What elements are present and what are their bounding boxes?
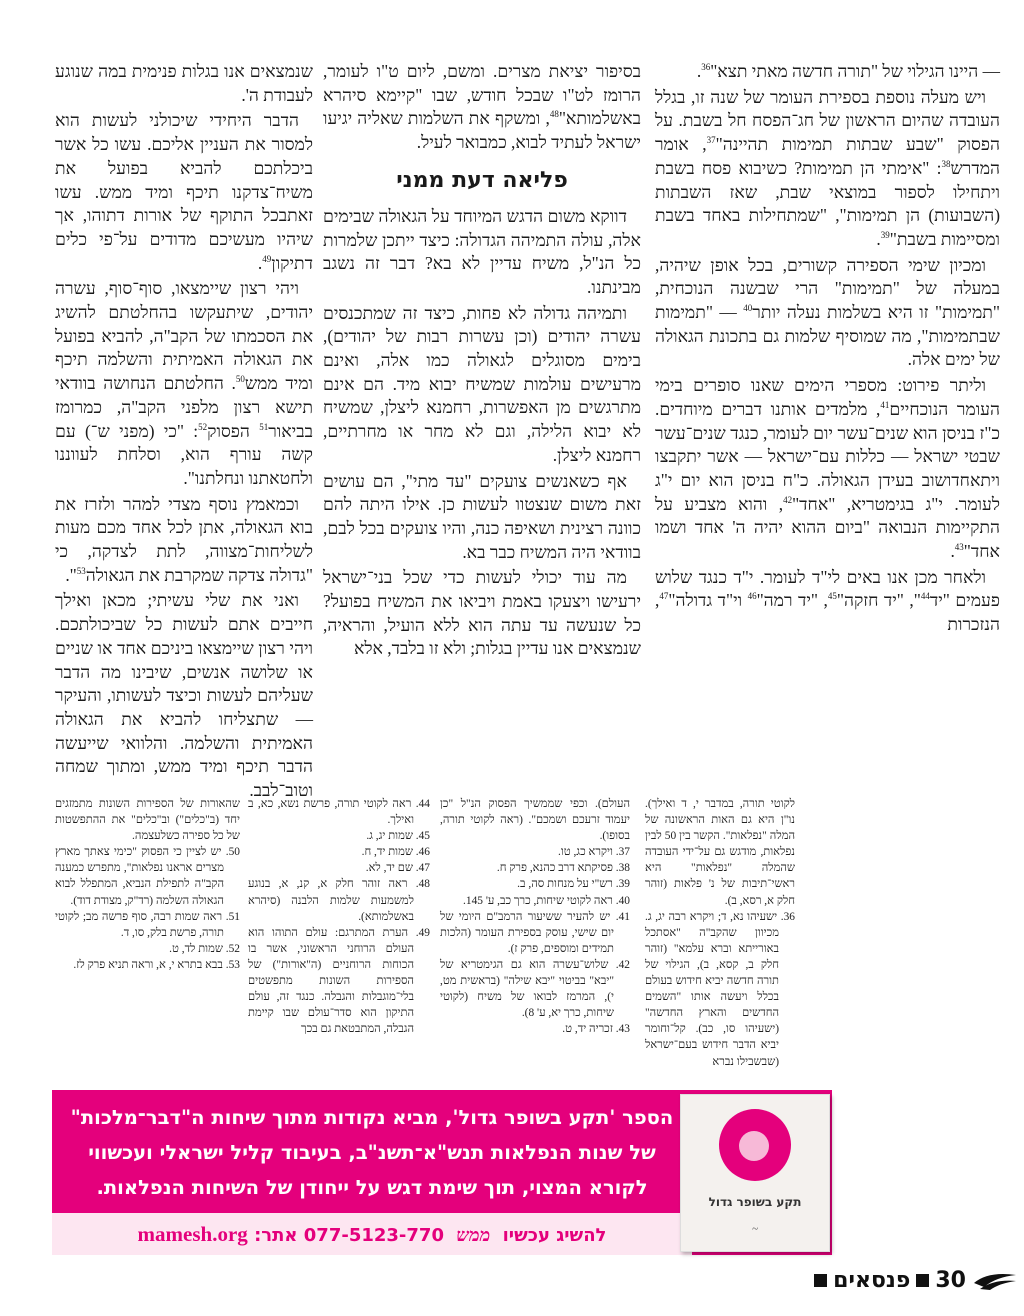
footnote-ref[interactable]: 53 — [76, 565, 86, 576]
book-cover-image — [680, 1094, 830, 1252]
paragraph: בסיפור יציאת מצרים. ומשם, ליום ט"ו לעומר, הרומז לט"ו שבכל חודש, שבו "קיימא סיהרא באשלמותא"$^{48}$, ומשקף את השלמות שאליה יגיעו ישראל לעתיד לבוא, כמבואר לעיל. — [323, 61, 641, 153]
footnote: 44. ראה לקוטי תורה, פרשת נשא, כא, ב ואילך. — [248, 798, 430, 827]
footnote-ref[interactable]: 41 — [880, 399, 890, 410]
footnote-ref[interactable]: 51 — [259, 421, 269, 432]
footnote: 40. ראה לקוטי שיחות, כרך כב, ע' 145. — [463, 894, 630, 907]
footnote-ref[interactable]: 45 — [827, 591, 837, 602]
footnote-ref[interactable]: 50 — [235, 374, 245, 385]
cta-text: להשיג עכשיו — [502, 1225, 607, 1246]
footnote-ref[interactable]: 47 — [659, 591, 669, 602]
paragraph: וכמאמץ נוסף מצדי למהר ולזרז את בוא הגאולה, אתן לכל אחד מכם מעות לשליחות־מצווה, לתת לצדקה, כי "גדולה צדקה שמקרבת את הגאולה$^{53}$". — [55, 493, 313, 585]
banner-contact — [52, 1213, 692, 1255]
footnote-ref[interactable]: 37 — [706, 135, 716, 146]
article-column-right — [655, 60, 1000, 639]
footnote-ref[interactable]: 44 — [920, 591, 930, 602]
paragraph: ויהי רצון שיימצאו, סוף־סוף, עשרה יהודים, שיתעקשו בהחלטתם להשיג את הסכמתו של הקב"ה, להביא בפועל את הגאולה האמיתית והשלמה תיכף ומיד ממש$^{50}$. החלטתם הנחושה בוודאי תישא רצון מלפני הקב"ה, כמרומז בביאור$^{51}$ הפסוק$^{52}$: "כי (מפני ש־) עם קשה עורף הוא, וסלחת לעווננו ולחטאתנו ונחלתנו". — [55, 278, 313, 488]
footnote: 47. שם יד, לא. — [365, 862, 430, 875]
footnotes-column — [248, 796, 430, 1037]
footnote-ref[interactable]: 42 — [783, 494, 793, 505]
book-cover-art — [719, 1109, 791, 1181]
paragraph: ואני את שלי עשיתי; מכאן ואילך חייבים אתם לעשות כל שביכולתכם. ויהי רצון שיימצאו ביניכם אחד או שניים או שלושה אנשים, שיבינו מה הדבר שעליהם לעשות וכיצד לעשותו, והעיקר — שתצליחו להביא את הגאולה האמיתית והשלמה. והלוואי שייעשה הדבר תיכף ומיד ממש, ומתוך שמחה וטוב־לבב. — [55, 590, 313, 801]
paragraph: ויש מעלה נוספת בספירת העומר של שנה זו, בגלל העובדה שהיום הראשון של חג־הפסח חל בשבת. על הפסוק "שבע שבתות תמימות תהיינה"$^{37}$, אומר המדרש$^{38}$: "אימתי הן תמימות? כשיבוא פסח בשבת ויתחילו לספור במוצאי שבת, שאז השבתות (השבועות) הן תמימות", "שמתחילות באחד בשבת ומסיימות בשבת"$^{39}$. — [655, 86, 1000, 249]
paragraph: מה עוד יכולי לעשות כדי שכל בני־ישראל ירעישו ויצעקו באמת ויביאו את המשיח בפועל? כל שנעשה עד עתה הוא ללא הועיל, והראיה, שנמצאים אנו עדיין בגלות; ולא זו בלבד, אלא — [323, 567, 641, 659]
banner-line: לקורא המצוי, תוך שימת דגש על ייחודן של השיחות הנפלאות. — [96, 1176, 648, 1199]
square-bullet-icon — [916, 1274, 929, 1287]
paragraph: וליתר פירוט: מספרי הימים שאנו סופרים בימי העומר הנוכחיים$^{41}$, מלמדים אותנו דברים מיוחדים. כ"ז בניסן הוא שנים־עשר יום לעומר, כנגד שנים־עשר שבטי ישראל — כללות עם־ישראל — אשר יתקבצו ויתאחדושוב בעידן הגאולה. כ"ח בניסן הוא יום י"ג לעומר. י"ג בגימטריא, "אחד"$^{42}$, והוא מצביע על התקיימות הנבואה "ביום ההוא יהיה ה' אחד ושמו אחד"$^{43}$. — [655, 375, 1000, 562]
book-title: תקע בשופר גדול — [708, 1195, 802, 1209]
footnote-ref[interactable]: 48 — [549, 109, 559, 120]
magazine-logo-icon — [972, 1269, 1018, 1291]
publisher-mark: ~ — [752, 1223, 758, 1235]
footnote: 46. שמות יד, ח. — [361, 846, 430, 859]
footnote: 52. שמות לד, ט. — [169, 942, 240, 955]
footnote: 41. יש להעיר ששיעור הרמב"ם היומי של יום שישי, עוסק בספירת העומר (הלכות תמידים ומוספים, פרק ז). — [440, 910, 630, 955]
footnote: שהאורות של הספירות השונות מתמזגים יחד (ב"כלים") וב"כלים" את ההתפשטות של כל ספירה כשלעצמה. — [55, 798, 240, 843]
footnote: 53. בבא בתרא י, א, וראה תניא פרק לז. — [73, 958, 240, 971]
square-bullet-icon — [814, 1274, 827, 1287]
footnote-ref[interactable]: 36 — [701, 62, 711, 72]
footnote: 39. רש"י על מנחות סה, ב. — [517, 878, 630, 891]
footnote: 48. ראה זוהר חלק א, קנ, א, בנוגע למשמעות שלמות הלבנה (סיהרא באשלמותא). — [248, 878, 430, 923]
paragraph: שנמצאים אנו בגלות פנימית במה שנוגע לעבודת ה'. — [55, 61, 313, 105]
section-heading: פליאה דעת ממני — [396, 167, 568, 193]
footnote-ref[interactable]: 40 — [743, 303, 753, 314]
footnote-ref[interactable]: 39 — [880, 229, 890, 240]
section-name: פנסאים — [833, 1267, 911, 1293]
site-label: אתר: — [254, 1225, 298, 1246]
footnote: לקוטי תורה, במדבר י, ד ואילך). נו"ן היא גם האות הראשונה של המלה "נפלאות". הקשר בין 50 לבין נפלאות, מודגש גם על־ידי העובדה שהמלה "נפלאות" היא ראשי־תיבות של נ' פלאות (זוהר חלק א, רסא, ב). — [645, 798, 795, 907]
paragraph: ותמיהה גדולה לא פחות, כיצד זה שמתכנסים עשרה יהודים (וכן עשרות רבות של יהודים), בימים מסוגלים לגאולה כמו אלה, ואינם מרעישים עולמות שמשיח יבוא מיד. הם אינם מתרגשים מן האפשרות, רחמנא ליצלן, שמשיח לא יבוא הלילה, וגם לא מחר או מחרתיים, רחמנא ליצלן. — [323, 302, 641, 465]
footnote: 49. הערת המתרגם: עולם התוהו הוא העולם הרוחני הראשוני, אשר בו הכוחות הרוחניים (ה"אורות") של הספירות השונות מתפשטים בלי־מוגבלות והגבלה. כנגד זה, עולם התיקון הוא סדר־עולם שבו קיימת הגבלה, המתבטאת גם בכך — [248, 926, 430, 1036]
footnote-ref[interactable]: 49 — [262, 253, 272, 264]
footnote: 36. ישעיהו נא, ד; ויקרא רבה יג, ג. מכיוון שהקב"ה "אסתכל באורייתא וברא עלמא" (זוהר חלק ב, קסא, ב), הגילוי של תורה חדשה יביא חידוש בעולם בכלל ויעשה אותו "השמים החדשים והארץ החדשה" (ישעיהו סו, כב). קל־וחומר יביא הדבר חידוש בעם־ישראל (שבשבילו נברא — [645, 910, 795, 1068]
phone-number[interactable]: 077-5123-770 — [303, 1225, 444, 1246]
footnote: 51. ראה שמות רבה, סוף פרשה מב; לקוטי תורה, פרשת בלק, סו, ד. — [55, 910, 240, 939]
article-column-left — [55, 60, 313, 805]
mamesh-logo: ממש — [456, 1225, 491, 1246]
footnote-ref[interactable]: 38 — [941, 158, 951, 169]
footnote: 45. שמות יג, ג. — [366, 830, 430, 843]
footnotes-column — [645, 796, 795, 1070]
banner-text — [52, 1100, 692, 1205]
website-link[interactable]: mamesh.org — [137, 1222, 248, 1246]
book-ad-banner[interactable] — [52, 1090, 832, 1255]
banner-line: של שנות הנפלאות תנש"א־תשנ"ב, בעיבוד קליל ישראלי ועכשווי — [88, 1141, 656, 1164]
paragraph: הדבר היחידי שיכולני לעשות הוא למסור את העניין אליכם. עשו כל אשר ביכלתכם להביא בפועל את משיח־צדקנו תיכף ומיד ממש. עשו זאתבכל התוקף של אורות דתוהו, אך שיהיו מעשיכם מדודים על־פי כלים דתיקון$^{49}$. — [55, 110, 313, 273]
paragraph: ולאחר מכן אנו באים לי"ד לעומר. י"ד כנגד שלוש פעמים "יד$^{44}$", "יד חזקה"$^{45}$, "יד רמה"$^{46}$ וי"ד גדולה"$^{47}$, הנזכרות — [655, 566, 1000, 635]
paragraph: אף כשאנשים צועקים "עד מתי", הם עושים זאת משום שנצטוו לעשות כן. אילו היתה להם כוונה רצינית ושאיפה כנה, והיו צועקים בכל לבם, בוודאי היה המשיח כבר בא. — [323, 470, 641, 562]
footnote: העולם). וכפי שממשיך הפסוק הנ"ל "כן יעמוד זרעכם ושמכם". (ראה לקוטי תורה, בסופו). — [440, 798, 630, 843]
footnote: 50. יש לציין כי הפסוק "כימי צאתך מארץ מצרים אראנו נפלאות", מתפרש כמענה הקב"ה לתפילת הנביא, המתפלל לבוא הגאולה השלמה (רד"ק, מצודת דוד). — [55, 846, 240, 907]
footnote-ref[interactable]: 43 — [954, 542, 964, 553]
article-column-middle — [323, 60, 641, 663]
footnote: 38. פסיקתא דרב כהנא, פרק ח. — [496, 862, 630, 875]
banner-line: הספר 'תקע בשופר גדול', מביא נקודות מתוך שיחות ה"דבר־מלכות" — [70, 1106, 674, 1129]
footnotes-column — [55, 796, 240, 973]
paragraph: דווקא משום הדגש המיוחד על הגאולה שבימים אלה, עולה התמיהה הגדולה: כיצד ייתכן שלמרות כל הנ"ל, משיח עדיין לא בא? דבר זה נשגב מבינתנו. — [323, 205, 641, 297]
page-footer — [814, 1262, 1018, 1298]
footnote: 42. שלוש־עשרה הוא גם הגימטריא של "יבא" בביטוי "יבא שילה" (בראשית מט, י), המרמז לבואו של משיח (לקוטי שיחות, כרך יא, ע' 8). — [440, 958, 630, 1020]
footnote-ref[interactable]: 52 — [198, 421, 208, 432]
footnotes-column — [440, 796, 630, 1037]
footnote-ref[interactable]: 46 — [747, 591, 757, 602]
footnote: 37. ויקרא כג, טו. — [557, 846, 630, 859]
page-number: 30 — [935, 1267, 966, 1293]
paragraph: — היינו הגילוי של "תורה חדשה מאתי תצא"$^{36}$. — [696, 61, 1000, 81]
paragraph: ומכיון שימי הספירה קשורים, בכל אופן שיהיה, במעלה של "תמימות" הרי שבשנה הנוכחית, "תמימות" זו היא בשלמות נעלה יותר$^{40}$ — "תמימות שבתמימות", מה שמוסיף שלמות גם בתכונת הגאולה של ימים אלה. — [655, 254, 1001, 370]
footnote: 43. זכריה יד, ט. — [562, 1023, 630, 1036]
